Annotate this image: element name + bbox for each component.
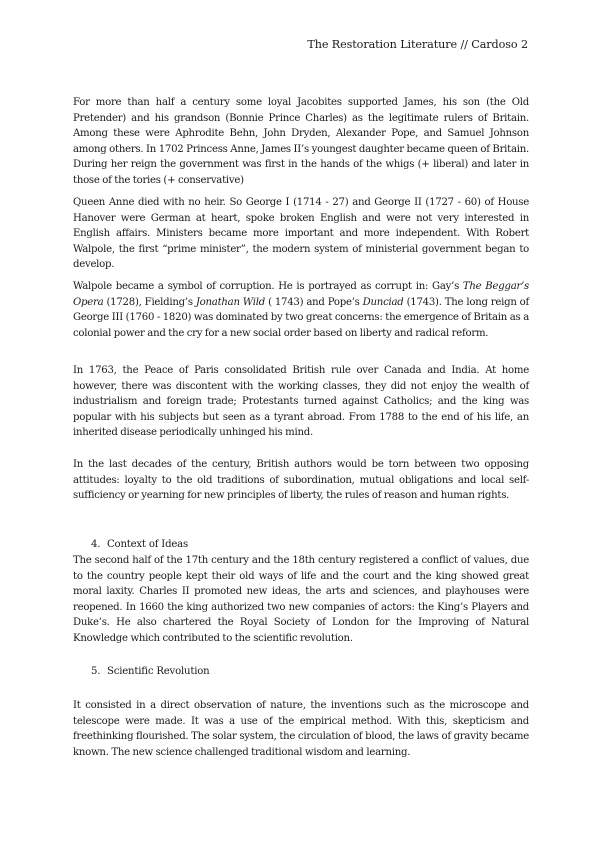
title-beggars-opera: The Beggar’s Opera <box>73 281 529 308</box>
section-number: 4. <box>91 539 101 550</box>
paragraph-last-decades <box>73 457 529 504</box>
paragraph-jacobites <box>73 95 529 189</box>
paragraph-text: The second half of the 17th century and the 18th century registered a conflict of values, due to the country people kept their old ways of life and the court and the king showed great moral laxity. Charles II promoted new ideas, the arts and sciences, and playhouses were reopened. In 1660 the king authorized two new companies of actors: the King’s Players and Duke’s. He also chartered the Royal Society of London for the Improving of Natural Knowledge which contributed to the scientific revolution. <box>73 555 529 644</box>
text-run: (1743). The long reign of George III (1760 - 1820) was dominated by two great concerns: the emergence of Britain as a colonial power and the cry for a new social order based on liberty and radical reform. <box>73 296 529 339</box>
paragraph-text: For more than half a century some loyal Jacobites supported James, his son (the Old Pretender) and his grandson (Bonnie Prince Charles) as the legitimate rulers of Britain. Among these were Aphrodite Behn, John Dryden, Alexander Pope, and Samuel Johnson among others. In 1702 Princess Anne, James II’s youngest daughter became queen of Britain. During her reign the government was first in the hands of the whigs (+ liberal) and later in those of the tories (+ conservative) <box>73 97 529 186</box>
paragraph-context-of-ideas <box>73 553 529 647</box>
paragraph-queen-anne <box>73 195 529 273</box>
paragraph-peace-of-paris <box>73 363 529 441</box>
text-run: (1728), Fielding’s <box>103 296 196 308</box>
title-dunciad: Dunciad <box>362 296 404 308</box>
paragraph-scientific-revolution <box>73 698 529 760</box>
paragraph-text <box>73 279 529 341</box>
section-title: Context of Ideas <box>107 539 188 550</box>
paragraph-text: Queen Anne died with no heir. So George I (1714 - 27) and George II (1727 - 60) of House Hanover were German at heart, spoke broken English and were not very interested in English affairs. Ministers became more important and more independent. With Robert Walpole, the first “prime minister”, the modern system of ministerial government began to develop. <box>73 197 529 271</box>
running-header: The Restoration Literature // Cardoso 2 <box>307 38 528 51</box>
paragraph-text: It consisted in a direct observation of nature, the inventions such as the microscope and telescope were made. It was a use of the empirical method. With this, skepticism and freethinking flourished. The solar system, the circulation of blood, the laws of gravity became known. The new science challenged traditional wisdom and learning. <box>73 700 529 758</box>
section-heading-context-of-ideas <box>91 537 188 553</box>
text-run: ( 1743) and Pope’s <box>265 296 363 308</box>
paragraph-text: In 1763, the Peace of Paris consolidated British rule over Canada and India. At home however, there was discontent with the working classes, they did not enjoy the wealth of industrialism and foreign trade; Protestants turned against Catholics; and the king was popular with his subjects but seen as a tyrant abroad. From 1788 to the end of his life, an inherited disease periodically unhinged his mind. <box>73 365 529 439</box>
title-jonathan-wild: Jonathan Wild <box>195 296 265 308</box>
section-number: 5. <box>91 666 101 677</box>
section-title: Scientific Revolution <box>107 666 210 677</box>
section-heading-scientific-revolution <box>91 664 209 680</box>
paragraph-text: In the last decades of the century, British authors would be torn between two opposing attitudes: loyalty to the old traditions of subordination, mutual obligations and local self-sufficiency or yearning for new principles of liberty, the rules of reason and human rights. <box>73 459 529 502</box>
paragraph-walpole <box>73 279 529 341</box>
text-run: Walpole became a symbol of corruption. He is portrayed as corrupt in: Gay’s <box>73 281 463 292</box>
